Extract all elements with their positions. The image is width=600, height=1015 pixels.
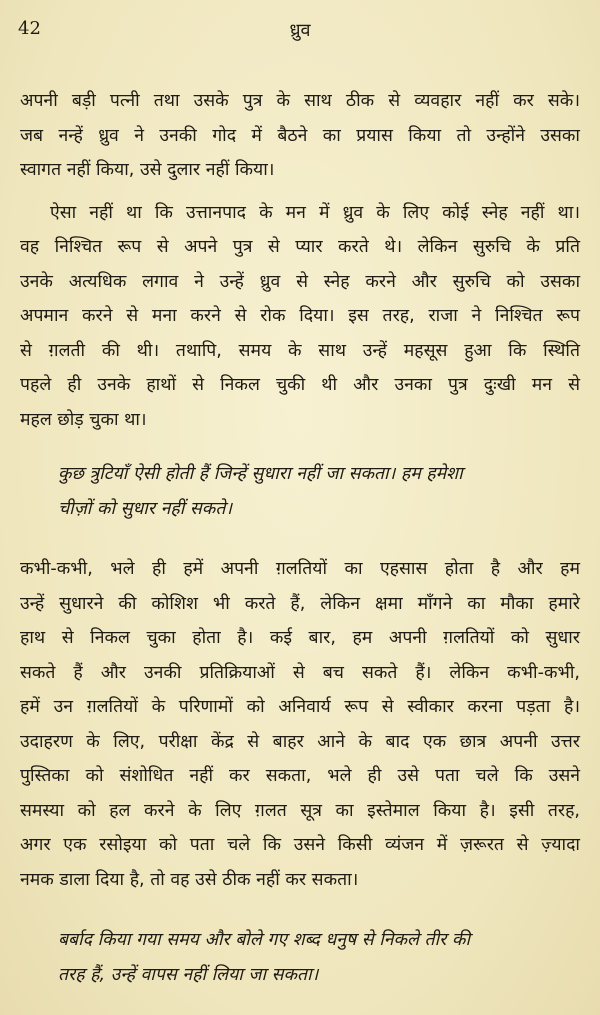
text-line: कभी-कभी, भले ही हमें अपनी ग़लतियों का एहसास होता है और हम [20,559,580,579]
text-line: उनके अत्यधिक लगाव ने उन्हें ध्रुव से स्नेह करने और सुरुचि को उसका [20,271,580,292]
text-line: उन्हें सुधारने की कोशिश भी करते हैं, लेकिन क्षमा माँगने का मौका हमारे [20,593,580,614]
text-line: पहले ही उनके हाथों से निकल चुकी थी और उनका पुत्र दुःखी मन से [20,375,580,395]
paragraph-1 [20,84,580,188]
page-number: 42 [18,18,41,39]
text-line: जब नन्हें ध्रुव ने उनकी गोद में बैठने का प्रयास किया तो उन्होंने उसका [20,125,580,146]
text-line: स्वागत नहीं किया, उसे दुलार नहीं किया। [20,160,275,180]
text-line: महल छोड़ चुका था। [20,409,147,430]
text-line: अगर एक रसोइया को पता चले कि उसने किसी व्यंजन में ज़रूरत से ज़्यादा [20,835,580,855]
quote-line: कुछ त्रुटियाँ ऐसी होती हैं जिन्हें सुधारा नहीं जा सकता। हम हमेशा [58,464,463,484]
text-line: पुस्तिका को संशोधित नहीं कर सकता, भले ही उसे पता चले कि उसने [20,766,580,786]
quote-line: चीज़ों को सुधार नहीं सकते। [58,498,233,519]
quote-line: बर्बाद किया गया समय और बोले गए शब्द धनुष से निकले तीर की [58,930,471,950]
paragraph-3 [20,552,580,897]
text-line: सकते हैं और उनकी प्रतिक्रियाओं से बच सकते हैं। लेकिन कभी-कभी, [20,662,580,683]
quote-line: तरह हैं, उन्हें वापस नहीं लिया जा सकता। [58,964,319,985]
text-line: नमक डाला दिया है, तो वह उसे ठीक नहीं कर सकता। [20,869,359,890]
text-line: अपमान करने से मना करने से रोक दिया। इस तरह, राजा ने निश्चित रूप [20,306,580,326]
text-line: अपनी बड़ी पत्नी तथा उसके पुत्र के साथ ठीक से व्यवहार नहीं कर सके। [20,91,580,111]
text-line: हमें उन ग़लतियों के परिणामों को अनिवार्य रूप से स्वीकार करना पड़ता है। [20,697,580,717]
quote-2 [20,923,580,992]
running-title: ध्रुव [289,20,311,41]
text-line: उदाहरण के लिए, परीक्षा केंद्र से बाहर आने के बाद एक छात्र अपनी उत्तर [20,731,580,752]
quote-1 [20,457,580,526]
text-line: से ग़लती की थी। तथापि, समय के साथ उन्हें महसूस हुआ कि स्थिति [20,340,580,361]
text-line: समस्या को हल करने के लिए ग़लत सूत्र का इस्तेमाल किया है। इसी तरह, [20,800,580,821]
text-line: हाथ से निकल चुका होता है। कई बार, हम अपनी ग़लतियों को सुधार [20,628,580,648]
page-header [18,18,582,48]
text-line: ऐसा नहीं था कि उत्तानपाद के मन में ध्रुव के लिए कोई स्नेह नहीं था। [50,202,580,223]
paragraph-2 [20,196,580,438]
page-body [20,84,580,992]
text-line: वह निश्चित रूप से अपने पुत्र से प्यार करते थे। लेकिन सुरुचि के प्रति [20,237,580,257]
